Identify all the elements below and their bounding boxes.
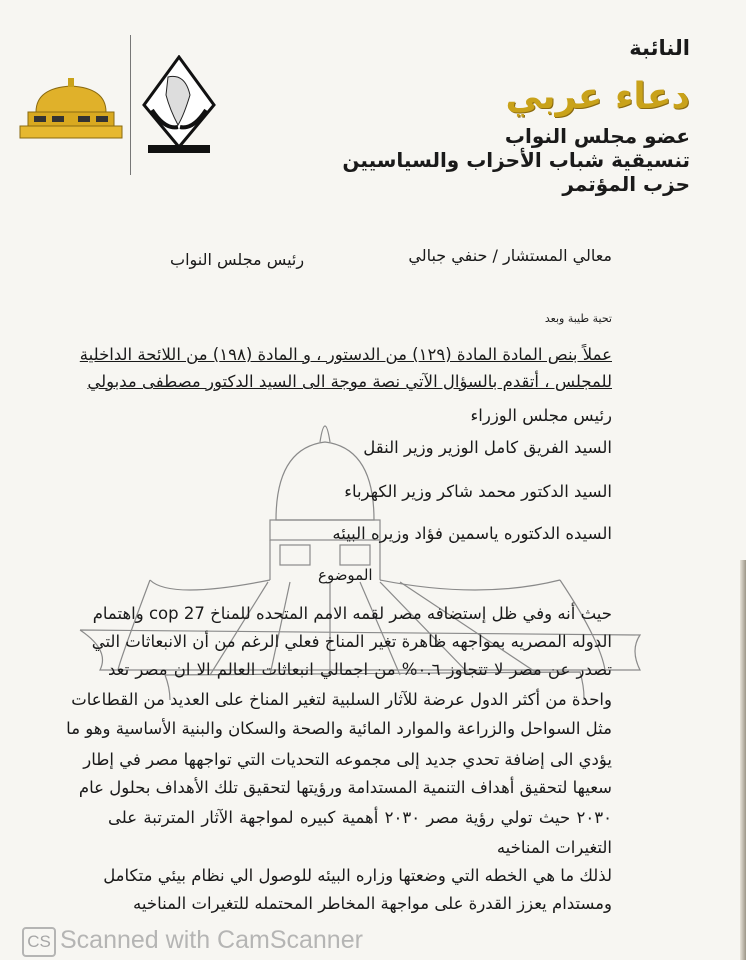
parliament-logo (16, 78, 126, 142)
intro-line-2: للمجلس ، أتقدم بالسؤال الآتي نصة موجة الى السيد الدكتور مصطفى مدبولي (87, 372, 612, 391)
member-name: دعاء عربي (505, 76, 690, 117)
body-line-3: تصدر عن مصر لا تتجاوز ٠.٦% من اجمالي انبعاثات العالم الا ان مصر تعد (108, 660, 613, 679)
body-line-6: يؤدي الى إضافة تحدي جديد إلى مجموعه التحديات التي تواجهها مصر في إطار (83, 750, 612, 769)
intro-line-1: عملاً بنص المادة المادة (١٢٩) من الدستور ، و المادة (١٩٨) من اللائحة الداخلية (79, 345, 612, 364)
header-line-party: حزب المؤتمر (562, 172, 690, 196)
recipient-3: السيده الدكتوره ياسمين فؤاد وزيره البيئه (332, 524, 612, 543)
body-line-8: ٢٠٣٠ حيث تولي رؤية مصر ٢٠٣٠ أهمية كبيره لمواجهة الآثار المترتبة على (108, 808, 612, 827)
addressee-title: رئيس مجلس النواب (170, 250, 305, 269)
greeting: تحية طيبة وبعد (544, 312, 612, 325)
header-divider (130, 35, 131, 175)
recipient-1: السيد الفريق كامل الوزير وزير النقل (363, 438, 612, 457)
body-line-1: حيث أنه وفي ظل إستضافه مصر لقمه الامم المتحده للمناخ cop 27 واهتمام (92, 604, 612, 623)
recipient-2: السيد الدكتور محمد شاكر وزير الكهرباء (344, 482, 612, 501)
body-line-7: سعيها لتحقيق أهداف التنمية المستدامة ورؤيتها لتحقيق تلك الأهداف بحلول عام (78, 778, 612, 797)
header-line-member: عضو مجلس النواب (504, 124, 690, 148)
body-line-2: الدوله المصريه بمواجهه ظاهرة تغير المناخ فعلي الرغم من أن الانبعاثات التي (91, 632, 612, 651)
subject-label: الموضوع (318, 566, 373, 584)
page-edge-shadow (740, 560, 746, 960)
question-line-2: ومستدام يعزز القدرة على مواجهة المخاطر المحتمله للتغيرات المناخيه (133, 894, 612, 913)
body-line-5: مثل السواحل والزراعة والموارد المائية والصحة والسكان والبنية الأساسية وهو ما (66, 719, 612, 738)
header-line-coordination: تنسيقية شباب الأحزاب والسياسيين (342, 148, 690, 172)
camscanner-badge: CS (22, 927, 56, 957)
camscanner-watermark: Scanned with CamScanner (60, 926, 363, 954)
body-line-4: واحدة من أكثر الدول عرضة للآثار السلبية لتغير المناخ على العديد من القطاعات (71, 690, 612, 709)
body-line-9: التغيرات المناخيه (496, 838, 612, 857)
intro-line-3: رئيس مجلس الوزراء (470, 406, 612, 425)
coordination-logo (140, 55, 218, 155)
addressee-name: معالي المستشار / حنفي جبالي (408, 246, 612, 265)
question-line-1: لذلك ما هي الخطه التي وضعتها وزاره البيئه للوصول الي نظام بيئي متكامل (103, 866, 612, 885)
header-title: النائبة (629, 36, 690, 60)
